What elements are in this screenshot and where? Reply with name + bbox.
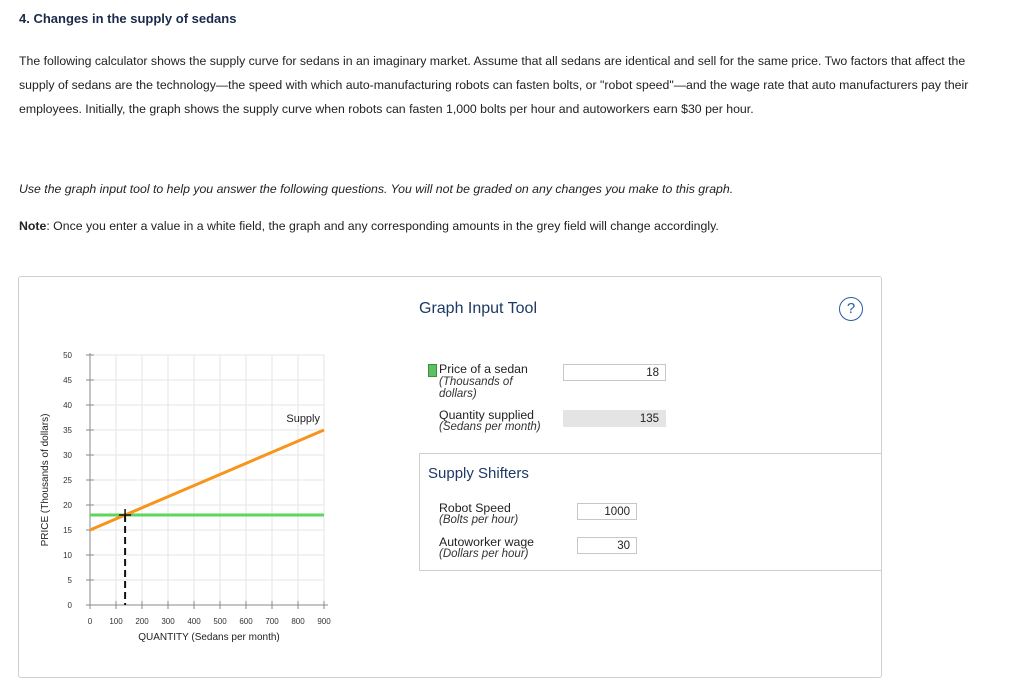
robot-speed-input[interactable]: 1000 [577,503,637,520]
x-axis-label: QUANTITY (Sedans per month) [138,632,280,643]
x-tick-label: 900 [317,617,331,626]
y-tick-label: 20 [63,501,72,510]
help-icon[interactable]: ? [839,297,863,321]
supply-shifters-title: Supply Shifters [428,465,529,482]
x-tick-label: 100 [109,617,123,626]
price-label: Price of a sedan [439,362,528,376]
x-tick-label: 800 [291,617,305,626]
x-tick-label: 500 [213,617,227,626]
x-tick-label: 400 [187,617,201,626]
x-tick-label: 200 [135,617,149,626]
y-axis-label: PRICE (Thousands of dollars) [40,413,51,547]
note-body: : Once you enter a value in a white field, the graph and any corresponding amounts in the grey field will change accordingly. [46,219,719,233]
y-tick-label: 15 [63,526,72,535]
x-tick-label: 700 [265,617,279,626]
quantity-output: 135 [563,410,666,427]
supply-chart[interactable] [30,340,350,660]
y-tick-label: 50 [63,351,72,360]
intro-paragraph: The following calculator shows the supply curve for sedans in an imaginary market. Assume that all sedans are identical and sell for the same price. Two factors that affect the supply of sedans are the technology—the speed with which auto-manufacturing robots can fasten bolts, or "robot speed"—and the wage rate that auto manufacturers pay their employees. Initially, the graph shows the supply curve when robots can fasten 1,000 bolts per hour and autoworkers earn $30 per hour. [19,54,969,116]
quantity-label: Quantity supplied [439,408,535,422]
wage-input[interactable]: 30 [577,537,637,554]
y-tick-label: 35 [63,426,72,435]
robot-speed-label: Robot Speed [439,501,511,515]
graph-input-tool-title: Graph Input Tool [419,300,538,317]
y-tick-label: 40 [63,401,72,410]
instruction-text: Use the graph input tool to help you answer the following questions. You will not be graded on any changes you make to this graph. [19,182,734,196]
x-tick-label: 600 [239,617,253,626]
x-tick-label: 0 [87,617,93,626]
page-title: 4. Changes in the supply of sedans [19,11,237,26]
wage-label: Autoworker wage [439,535,535,549]
note-text [19,219,719,233]
price-sub-2: dollars) [439,388,477,400]
supply-curve-label: Supply [286,413,320,425]
price-legend-swatch [428,364,437,377]
y-tick-label: 25 [63,476,72,485]
y-tick-label: 45 [63,376,72,385]
y-tick-label: 30 [63,451,72,460]
y-tick-label: 10 [63,551,72,560]
price-input[interactable]: 18 [563,364,666,381]
quantity-sub: (Sedans per month) [439,421,541,433]
robot-speed-sub: (Bolts per hour) [439,514,519,526]
y-tick-label: 0 [67,601,72,610]
wage-sub: (Dollars per hour) [439,548,529,560]
price-sub-1: (Thousands of [439,376,513,388]
note-label: Note [19,219,47,233]
y-tick-label: 5 [67,576,72,585]
x-tick-label: 300 [161,617,175,626]
